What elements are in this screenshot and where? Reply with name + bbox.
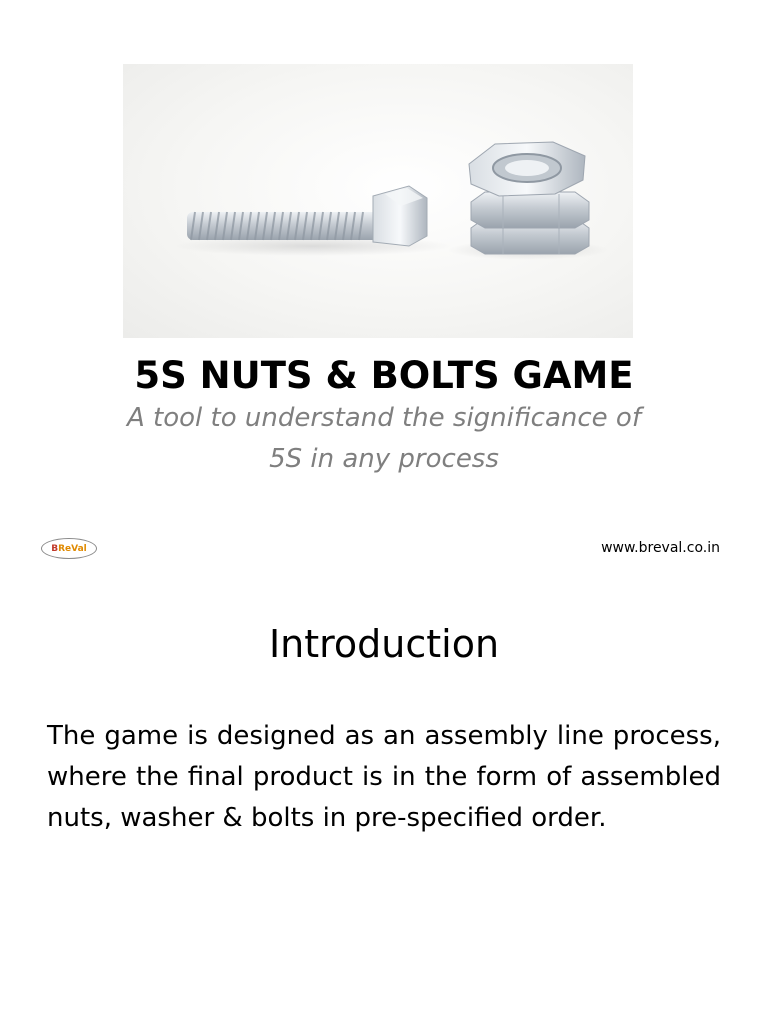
logo-initial: B <box>51 543 59 554</box>
slide-subtitle: A tool to understand the significance of 5S in any process <box>126 403 641 474</box>
bolt-and-nuts-illustration <box>123 64 633 338</box>
nut-stack <box>469 142 589 254</box>
introduction-heading: Introduction <box>268 622 500 666</box>
breval-logo <box>41 538 97 559</box>
website-url: www.breval.co.in <box>601 540 720 556</box>
logo-rest: ReVal <box>58 543 87 554</box>
introduction-body: The game is designed as an assembly line process, where the final product is in the form of assembled nuts, washer & bolts in pre-specified order. <box>47 721 721 833</box>
slide-title: 5S NUTS & BOLTS GAME <box>134 354 634 397</box>
nuts-bolts-photo <box>123 64 633 338</box>
bolt <box>187 186 427 246</box>
